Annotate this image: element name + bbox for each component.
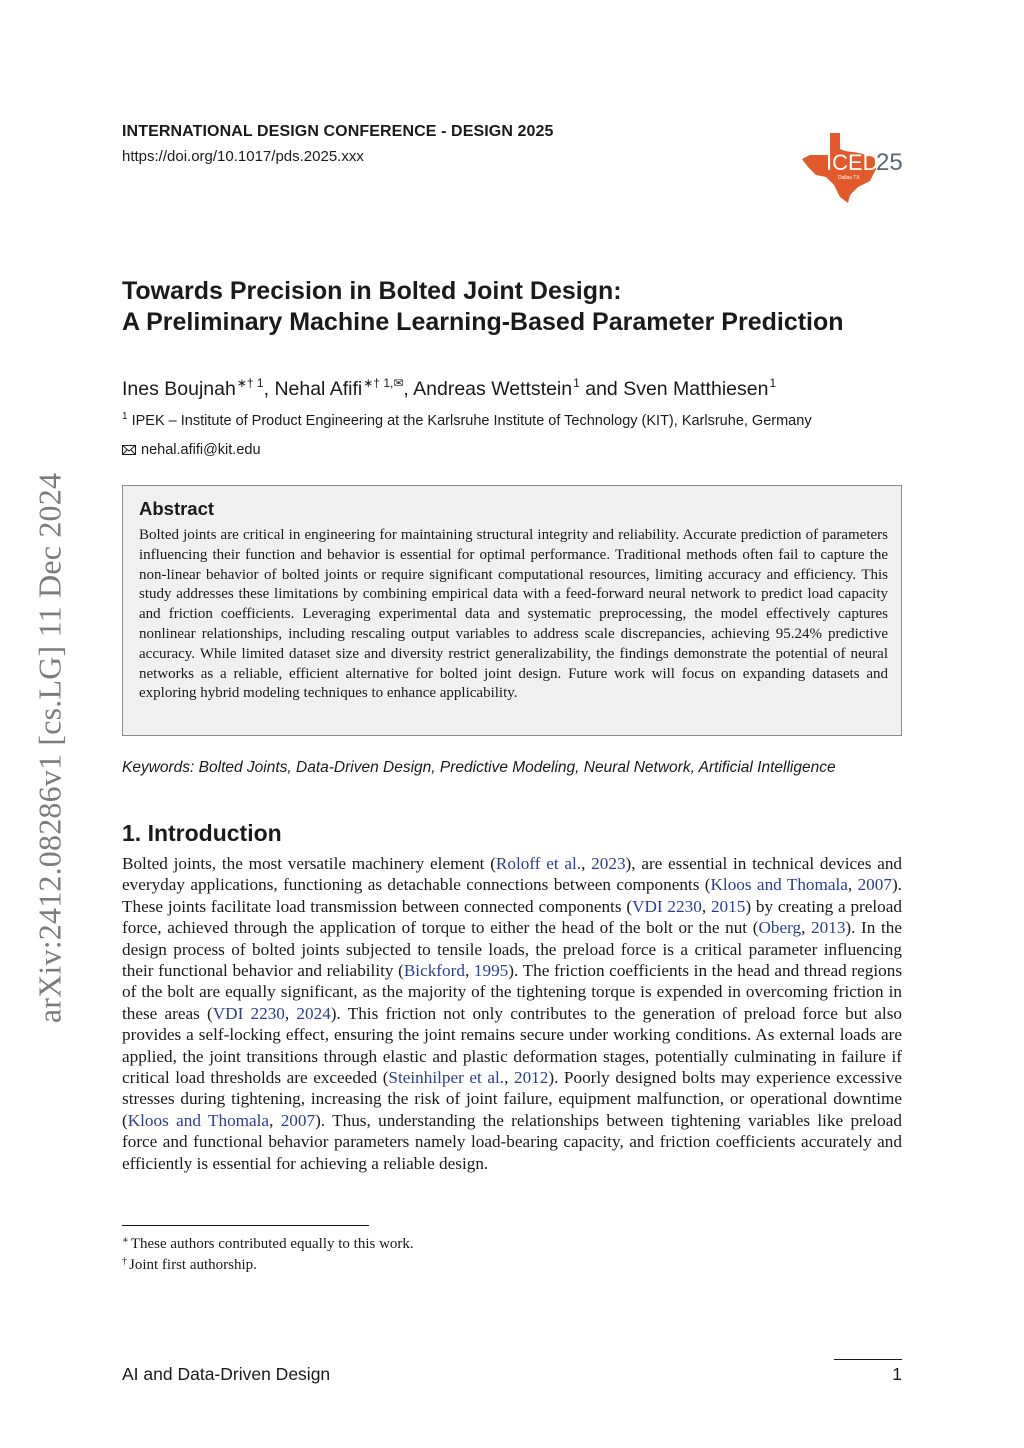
section-heading-introduction: 1. Introduction xyxy=(122,820,282,846)
author-list: Ines Boujnah$^{∗\dagger 1}$, Nehal Afifi$^{∗\dagger 1,✉}$, Andreas Wettstein$^1$ and Sven Matthiesen$^1$ xyxy=(122,376,777,400)
arxiv-stamp-text[interactable]: arXiv:2412.08286v1 [cs.LG] 11 Dec 2024 xyxy=(31,472,68,1024)
iced25-logo xyxy=(800,127,906,203)
author-affiliation-mark: ∗† 1 xyxy=(236,376,264,390)
citation-link[interactable]: Steinhilper et al. xyxy=(388,1068,505,1088)
footnote-divider xyxy=(122,1225,369,1226)
affiliation-text: IPEK – Institute of Product Engineering at the Karlsruhe Institute of Technology (KIT), Karlsruhe, Germany xyxy=(131,413,812,429)
citation-link[interactable]: 2013 xyxy=(811,918,846,938)
paper-title xyxy=(122,276,844,338)
abstract-text: Bolted joints are critical in engineering for maintaining structural integrity and reliability. Accurate prediction of parameters influencing their function and behavior is essential for optimal performance. Traditional methods often fail to capture the non-linear behavior of bolted joints or require significant computational resources, limiting accuracy and efficiency. This study addresses these limitations by combining empirical data with a feed-forward neural network to predict load capacity and friction coefficients. Leveraging experimental data and systematic preprocessing, the model effectively captures nonlinear relationships, including rescaling output variables to address scale discrepancies, achieving 95.24% predictive accuracy. While limited dataset size and diversity restrict generalizability, the findings demonstrate the potential of neural networks as a reliable, efficient alternative for bolted joint design. Future work will focus on expanding datasets and exploring hybrid modeling techniques to enhance applicability. xyxy=(139,527,888,702)
footer-divider xyxy=(834,1359,902,1360)
citation-link[interactable]: 2007 xyxy=(280,1110,316,1130)
footer-track: AI and Data-Driven Design xyxy=(122,1364,331,1384)
citation-link[interactable]: VDI 2230 xyxy=(632,896,702,916)
footnotes xyxy=(122,1232,414,1274)
citation-link[interactable]: 2007 xyxy=(857,875,892,895)
page-number: 1 xyxy=(892,1364,902,1384)
title-line-2: A Preliminary Machine Learning-Based Parameter Prediction xyxy=(122,308,844,336)
citation-link[interactable]: 1995 xyxy=(473,961,509,981)
conference-name: INTERNATIONAL DESIGN CONFERENCE - DESIGN 2025 xyxy=(122,123,554,140)
citation-link[interactable]: Kloos and Thomala xyxy=(127,1110,270,1130)
author-name: Ines Boujnah xyxy=(122,378,236,400)
citation-link[interactable]: 2012 xyxy=(513,1068,549,1088)
citation-link[interactable]: Bickford xyxy=(403,961,465,981)
citation-link[interactable]: Oberg xyxy=(758,918,802,938)
title-line-1: Towards Precision in Bolted Joint Design: xyxy=(122,277,622,305)
footnote xyxy=(122,1232,414,1253)
affiliation xyxy=(122,411,812,429)
citation-link[interactable]: 2024 xyxy=(296,1003,331,1023)
citation-link[interactable]: VDI 2230 xyxy=(212,1003,285,1023)
logo-subtext: Dallas TX xyxy=(838,175,860,181)
abstract-box xyxy=(122,485,902,736)
email-line xyxy=(122,442,261,458)
footnote-mark: † xyxy=(122,1256,127,1267)
logo-year: 25 xyxy=(876,149,903,176)
footnote-text: Joint first authorship. xyxy=(129,1257,257,1273)
author-name: Nehal Afifi xyxy=(274,378,363,400)
citation-link[interactable]: 2023 xyxy=(591,854,626,873)
author-name: Andreas Wettstein xyxy=(413,378,573,400)
author-affiliation-mark: 1 xyxy=(573,376,580,390)
citation-link[interactable]: Kloos and Thomala xyxy=(710,875,848,895)
footnote-mark: ∗ xyxy=(122,1235,129,1246)
keywords: Keywords: Bolted Joints, Data-Driven Design, Predictive Modeling, Neural Network, Artificial Intelligence xyxy=(122,759,836,776)
author-name: Sven Matthiesen xyxy=(623,378,769,400)
affiliation-number: 1 xyxy=(122,411,128,422)
footnote-text: These authors contributed equally to this work. xyxy=(130,1236,414,1252)
author-affiliation-mark: 1 xyxy=(769,376,777,390)
abstract-heading: Abstract xyxy=(139,498,215,519)
introduction-body: Bolted joints, the most versatile machinery element (Roloff et al., 2023), are essential in technical devices and everyday applications, functioning as detachable connections between components (Kloos and Thomala, 2007). These joints facilitate load transmission between connected components (VDI 2230, 2015) by creating a preload force, achieved through the application of torque to either the head of the bolt or the nut (Oberg, 2013). In the design process of bolted joints subjected to tensile loads, the preload force is a critical parameter influencing their functional behavior and reliability (Bickford, 1995). The friction coefficients in the head and thread regions of the bolt are equally significant, as the majority of the tightening torque is expended in overcoming friction in these areas (VDI 2230, 2024). This friction not only contributes to the generation of preload force but also provides a self-locking effect, ensuring the joint remains secure under working conditions. As external loads are applied, the joint transitions through elastic and plastic deformation stages, potentially culminating in failure if critical load thresholds are exceeded (Steinhilper et al., 2012). Poorly designed bolts may experience excessive stresses during tightening, increasing the risk of joint failure, equipment malfunction, or operational downtime (Kloos and Thomala, 2007). Thus, understanding the relationships between tightening variables like preload force and functional behavior parameters namely load-bearing capacity, and friction coefficients accurately and efficiently is essential for achieving a reliable design. xyxy=(122,854,903,1173)
email-address[interactable]: nehal.afifi@kit.edu xyxy=(141,442,261,458)
doi-link[interactable]: https://doi.org/10.1017/pds.2025.xxx xyxy=(122,148,364,165)
logo-text: ICED xyxy=(826,150,879,175)
citation-link[interactable]: 2015 xyxy=(710,896,746,916)
citation-link[interactable]: Roloff et al. xyxy=(495,854,582,873)
author-affiliation-mark: ∗† 1,✉ xyxy=(363,376,404,390)
envelope-icon xyxy=(122,445,136,455)
footnote xyxy=(122,1253,414,1274)
